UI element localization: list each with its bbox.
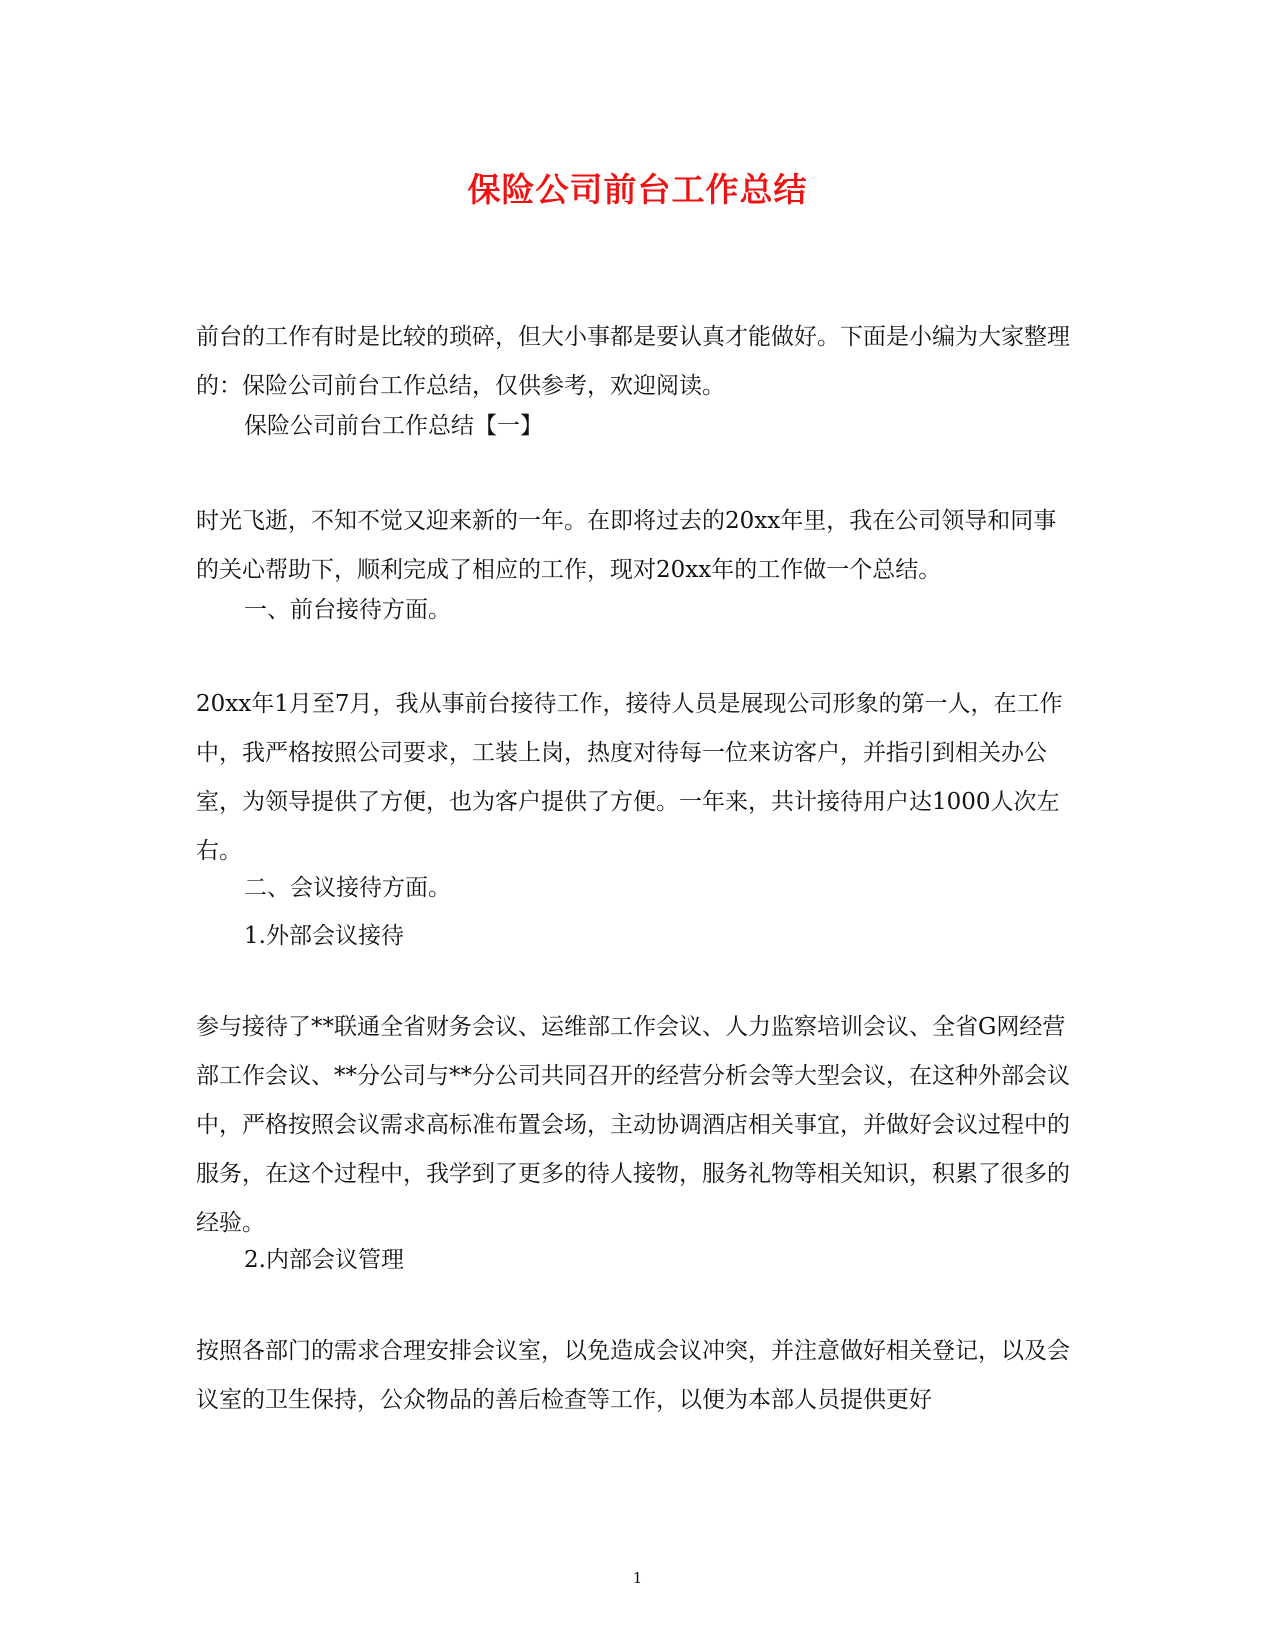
intro-paragraph: 前台的工作有时是比较的琐碎，但大小事都是要认真才能做好。下面是小编为大家整理的：保险公司前台工作总结，仅供参考，欢迎阅读。 [196,324,1070,399]
external-meetings-paragraph: 参与接待了**联通全省财务会议、运维部工作会议、人力监察培训会议、全省G网经营部工作会议、**分公司与**分公司共同召开的经营分析会等大型会议，在这种外部会议中，严格按照会议需求高标准布置会场，主动协调酒店相关事宜，并做好会议过程中的服务，在这个过程中，我学到了更多的待人接物，服务礼物等相关知识，积累了很多的经验。 [196,1014,1070,1236]
internal-meetings-paragraph: 按照各部门的需求合理安排会议室，以免造成会议冲突，并注意做好相关登记，以及会议室的卫生保持，公众物品的善后检查等工作，以便为本部人员提供更好 [196,1338,1070,1413]
heading-front-desk-reception: 一、前台接待方面。 [244,597,451,623]
heading-meeting-reception: 二、会议接待方面。 [244,875,451,901]
section-heading-one: 保险公司前台工作总结【一】 [244,413,543,439]
document-title: 保险公司前台工作总结 [467,170,808,209]
heading-external-meetings: 1.外部会议接待 [244,923,404,949]
heading-internal-meetings: 2.内部会议管理 [244,1247,404,1273]
page-number: 1 [632,1569,643,1587]
summary-paragraph: 时光飞逝，不知不觉又迎来新的一年。在即将过去的20xx年里，我在公司领导和同事的关心帮助下，顺利完成了相应的工作，现对20xx年的工作做一个总结。 [196,508,1057,583]
reception-paragraph: 20xx年1月至7月，我从事前台接待工作，接待人员是展现公司形象的第一人，在工作中，我严格按照公司要求，工装上岗，热度对待每一位来访客户，并指引到相关办公室，为领导提供了方便，也为客户提供了方便。一年来，共计接待用户达1000人次左右。 [196,691,1063,864]
